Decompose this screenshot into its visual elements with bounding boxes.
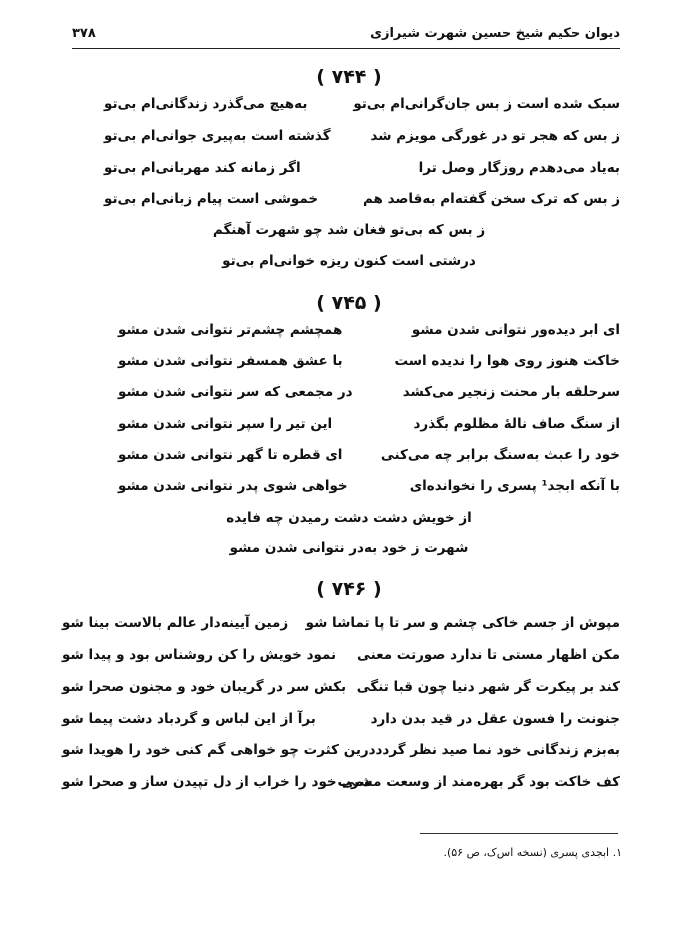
hemistich-right: خود را عبث به‌سنگ برابر چه می‌کنی (380, 447, 620, 463)
hemistich-right: ز بس که هجر تو در غورگی مویزم شد (370, 128, 620, 144)
poem-title-746: ( ۷۴۶ ) (316, 578, 382, 600)
hemistich-right: کف خاکت بود گر بهره‌مند از وسعت مشرب (337, 774, 620, 790)
book-title: دیوان حکیم شیخ حسین شهرت شیرازی (370, 26, 620, 41)
hemistich-right: به‌یاد می‌دهدم روزگار وصل ترا (418, 160, 620, 176)
page-number: ۳۷۸ (72, 26, 96, 41)
couplet (118, 447, 620, 471)
poem-title-744: ( ۷۴۴ ) (316, 66, 382, 88)
couplet (118, 478, 620, 502)
hemistich-left: دمی خود را خراب از دل تپیدن ساز و صحرا شو (62, 774, 371, 790)
hemistich-left: درین کثرت چو خواهی گم کنی خود را هویدا شو (62, 742, 376, 758)
running-header (72, 24, 620, 49)
closing-hemistich: درشتی است کنون ریزه خوانی‌ام بی‌تو (222, 253, 476, 269)
hemistich-right: سرحلقه بار محنت زنجیر می‌کشد (402, 384, 620, 400)
hemistich-left: برآ از این لباس و گردباد دشت پیما شو (62, 711, 316, 727)
couplet (62, 742, 620, 766)
hemistich-right: با آنکه ابجد¹ پسری را نخوانده‌ای (409, 478, 620, 494)
hemistich-left: گذشته است به‌پیری جوانی‌ام بی‌تو (104, 128, 331, 144)
couplet (118, 353, 620, 377)
couplet (118, 416, 620, 440)
hemistich-left: با عشق همسفر نتوانی شدن مشو (118, 353, 343, 369)
closing-hemistich: ز بس که بی‌تو فغان شد چو شهرت آهنگم (212, 222, 486, 238)
hemistich-right: از سنگ صاف نالهٔ مظلوم بگذرد (413, 416, 620, 432)
hemistich-right: خاکت هنوز روی هوا را ندیده است (394, 353, 620, 369)
hemistich-left: ای قطره تا گهر نتوانی شدن مشو (118, 447, 343, 463)
hemistich-left: به‌هیچ می‌گذرد زندگانی‌ام بی‌تو (104, 96, 308, 112)
hemistich-left: همچشم چشم‌تر نتوانی شدن مشو (118, 322, 343, 338)
hemistich-right: مپوش از جسم خاکی چشم و سر تا پا تماشا شو (305, 615, 620, 631)
couplet (62, 774, 620, 798)
couplet (62, 711, 620, 735)
couplet (118, 384, 620, 408)
couplet (118, 322, 620, 346)
hemistich-left: اگر زمانه کند مهربانی‌ام بی‌تو (104, 160, 301, 176)
hemistich-left: این تیر را سپر نتوانی شدن مشو (118, 416, 333, 432)
footnote: ۱. ابجدی پسری (نسخه اس‌ک، ص ۵۶). (443, 846, 622, 859)
poem-title-745: ( ۷۴۵ ) (316, 292, 382, 314)
hemistich-right: سبک شده است ز بس جان‌گرانی‌ام بی‌تو (353, 96, 620, 112)
hemistich-right: کند بر پیکرت گر شهر دنیا چون قبا تنگی (356, 679, 620, 695)
couplet (62, 679, 620, 703)
hemistich-left: نمود خویش را کن روشناس بود و پیدا شو (62, 647, 337, 663)
hemistich-right: ای ابر دیده‌ور نتوانی شدن مشو (411, 322, 620, 338)
footnote-divider (420, 833, 618, 834)
couplet (104, 160, 620, 184)
hemistich-right: جنونت را فسون عقل در قید بدن دارد (370, 711, 620, 727)
couplet (104, 96, 620, 120)
couplet (104, 191, 620, 215)
couplet (104, 128, 620, 152)
hemistich-left: زمین آیینه‌دار عالم بالاست بینا شو (62, 615, 289, 631)
hemistich-left: خواهی شوی پدر نتوانی شدن مشو (118, 478, 348, 494)
couplet (62, 615, 620, 639)
hemistich-right: مکن اظهار مستی تا ندارد صورتت معنی (356, 647, 620, 663)
closing-hemistich: از خویش دشت دشت رمیدن چه فایده (226, 510, 472, 526)
closing-hemistich: شهرت ز خود به‌در نتوانی شدن مشو (229, 540, 469, 556)
hemistich-left: خموشی است پیام زبانی‌ام بی‌تو (104, 191, 319, 207)
couplet (62, 647, 620, 671)
hemistich-right: ز بس که ترک سخن گفته‌ام به‌قاصد هم (362, 191, 620, 207)
hemistich-left: بکش سر در گریبان خود و مجنون صحرا شو (62, 679, 347, 695)
hemistich-left: در مجمعی که سر نتوانی شدن مشو (118, 384, 353, 400)
hemistich-right: به‌بزم زندگانی خود نما صید نظر گردد (375, 742, 620, 758)
